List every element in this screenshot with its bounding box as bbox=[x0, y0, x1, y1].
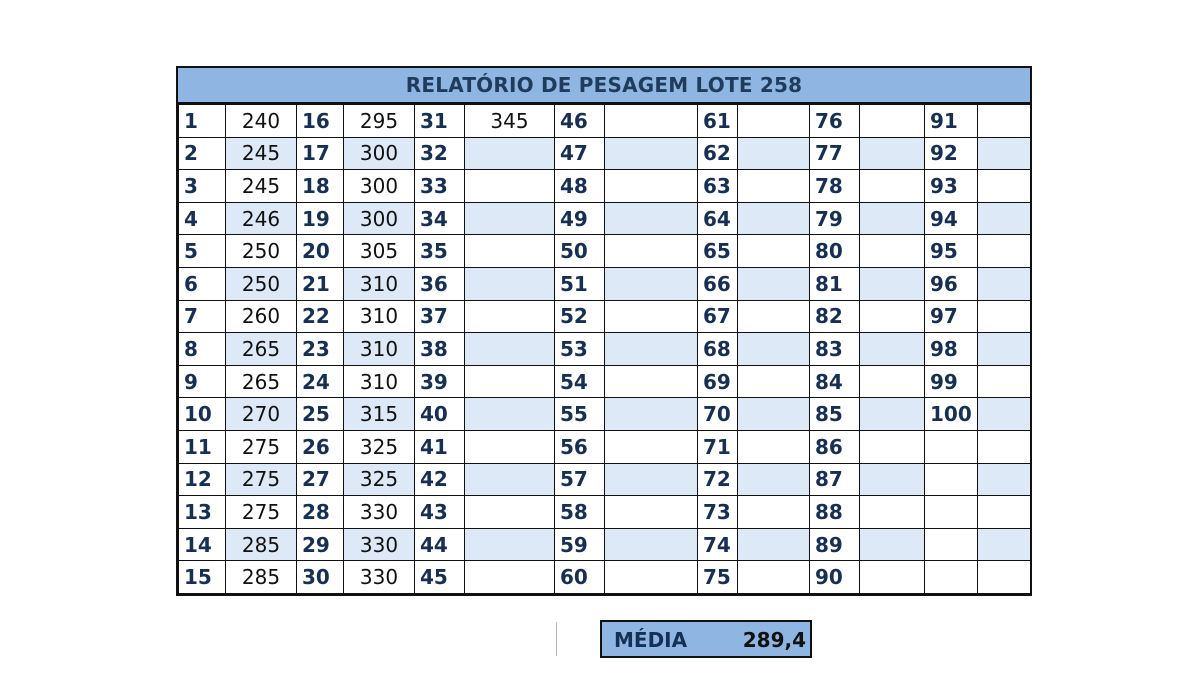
entry-weight bbox=[738, 528, 810, 561]
report-title: RELATÓRIO DE PESAGEM LOTE 258 bbox=[178, 68, 1030, 104]
entry-weight bbox=[465, 430, 555, 463]
entry-number: 44 bbox=[415, 528, 465, 561]
entry-weight bbox=[605, 463, 698, 496]
entry-weight bbox=[605, 170, 698, 203]
entry-weight bbox=[738, 398, 810, 431]
entry-weight bbox=[860, 365, 925, 398]
entry-number: 94 bbox=[925, 202, 978, 235]
table-row bbox=[179, 528, 1031, 561]
weighing-report bbox=[176, 66, 1032, 596]
entry-weight: 305 bbox=[344, 235, 415, 268]
entry-weight: 330 bbox=[344, 496, 415, 529]
entry-number bbox=[925, 496, 978, 529]
entry-number: 29 bbox=[297, 528, 344, 561]
entry-weight bbox=[978, 300, 1031, 333]
entry-number bbox=[925, 463, 978, 496]
entry-number: 4 bbox=[179, 202, 226, 235]
entry-weight bbox=[605, 430, 698, 463]
entry-weight bbox=[465, 300, 555, 333]
entry-weight bbox=[465, 496, 555, 529]
entry-number: 80 bbox=[810, 235, 860, 268]
entry-number: 84 bbox=[810, 365, 860, 398]
average-box bbox=[600, 620, 812, 658]
table-row bbox=[179, 561, 1031, 594]
entry-number: 93 bbox=[925, 170, 978, 203]
entry-number: 52 bbox=[555, 300, 605, 333]
entry-number: 69 bbox=[698, 365, 738, 398]
entry-weight bbox=[465, 528, 555, 561]
entry-weight bbox=[738, 365, 810, 398]
entry-number: 7 bbox=[179, 300, 226, 333]
entry-number: 97 bbox=[925, 300, 978, 333]
entry-weight: 250 bbox=[226, 235, 297, 268]
entry-number: 78 bbox=[810, 170, 860, 203]
table-row bbox=[179, 137, 1031, 170]
entry-weight bbox=[605, 528, 698, 561]
entry-weight bbox=[605, 137, 698, 170]
entry-number: 92 bbox=[925, 137, 978, 170]
entry-number: 38 bbox=[415, 333, 465, 366]
entry-weight bbox=[978, 528, 1031, 561]
entry-number: 72 bbox=[698, 463, 738, 496]
entry-weight bbox=[465, 398, 555, 431]
table-row bbox=[179, 365, 1031, 398]
entry-number: 39 bbox=[415, 365, 465, 398]
entry-weight: 265 bbox=[226, 333, 297, 366]
entry-number: 59 bbox=[555, 528, 605, 561]
entry-weight bbox=[738, 202, 810, 235]
table-row bbox=[179, 463, 1031, 496]
entry-weight: 270 bbox=[226, 398, 297, 431]
entry-weight: 275 bbox=[226, 463, 297, 496]
entry-number: 75 bbox=[698, 561, 738, 594]
entry-weight bbox=[605, 202, 698, 235]
entry-number: 17 bbox=[297, 137, 344, 170]
entry-number: 55 bbox=[555, 398, 605, 431]
entry-number: 86 bbox=[810, 430, 860, 463]
entry-number: 11 bbox=[179, 430, 226, 463]
table-row bbox=[179, 398, 1031, 431]
table-row bbox=[179, 333, 1031, 366]
entry-number: 81 bbox=[810, 267, 860, 300]
entry-number: 20 bbox=[297, 235, 344, 268]
entry-weight: 325 bbox=[344, 463, 415, 496]
entry-weight bbox=[978, 105, 1031, 138]
entry-weight bbox=[978, 398, 1031, 431]
weights-table bbox=[178, 104, 1031, 594]
entry-weight: 330 bbox=[344, 528, 415, 561]
entry-weight bbox=[738, 235, 810, 268]
entry-number: 30 bbox=[297, 561, 344, 594]
entry-weight bbox=[978, 202, 1031, 235]
entry-number: 2 bbox=[179, 137, 226, 170]
entry-weight bbox=[738, 463, 810, 496]
entry-number: 33 bbox=[415, 170, 465, 203]
entry-weight bbox=[465, 463, 555, 496]
entry-weight: 330 bbox=[344, 561, 415, 594]
entry-weight: 300 bbox=[344, 137, 415, 170]
table-row bbox=[179, 202, 1031, 235]
average-label: MÉDIA bbox=[614, 628, 688, 652]
entry-weight: 285 bbox=[226, 561, 297, 594]
entry-weight bbox=[860, 235, 925, 268]
entry-number: 14 bbox=[179, 528, 226, 561]
entry-number: 70 bbox=[698, 398, 738, 431]
entry-number: 65 bbox=[698, 235, 738, 268]
entry-number: 61 bbox=[698, 105, 738, 138]
table-row bbox=[179, 300, 1031, 333]
entry-number: 26 bbox=[297, 430, 344, 463]
entry-number: 71 bbox=[698, 430, 738, 463]
entry-weight bbox=[860, 561, 925, 594]
entry-number: 74 bbox=[698, 528, 738, 561]
entry-weight: 260 bbox=[226, 300, 297, 333]
separator-line bbox=[556, 622, 557, 656]
entry-weight: 245 bbox=[226, 137, 297, 170]
entry-number: 15 bbox=[179, 561, 226, 594]
entry-weight: 310 bbox=[344, 365, 415, 398]
entry-weight: 240 bbox=[226, 105, 297, 138]
entry-weight bbox=[860, 267, 925, 300]
entry-number: 36 bbox=[415, 267, 465, 300]
entry-number: 90 bbox=[810, 561, 860, 594]
entry-number: 37 bbox=[415, 300, 465, 333]
entry-weight bbox=[605, 561, 698, 594]
entry-number: 10 bbox=[179, 398, 226, 431]
entry-weight bbox=[860, 398, 925, 431]
entry-weight bbox=[465, 333, 555, 366]
entry-weight: 285 bbox=[226, 528, 297, 561]
entry-number: 1 bbox=[179, 105, 226, 138]
entry-weight: 325 bbox=[344, 430, 415, 463]
entry-number: 40 bbox=[415, 398, 465, 431]
entry-number: 67 bbox=[698, 300, 738, 333]
entry-number: 31 bbox=[415, 105, 465, 138]
entry-weight bbox=[605, 105, 698, 138]
entry-weight: 250 bbox=[226, 267, 297, 300]
entry-weight bbox=[738, 137, 810, 170]
entry-number: 32 bbox=[415, 137, 465, 170]
entry-weight bbox=[978, 430, 1031, 463]
entry-number: 49 bbox=[555, 202, 605, 235]
entry-number: 48 bbox=[555, 170, 605, 203]
entry-weight bbox=[978, 235, 1031, 268]
entry-number: 56 bbox=[555, 430, 605, 463]
entry-weight bbox=[465, 235, 555, 268]
entry-weight bbox=[605, 398, 698, 431]
entry-number: 66 bbox=[698, 267, 738, 300]
entry-number: 50 bbox=[555, 235, 605, 268]
entry-weight bbox=[860, 300, 925, 333]
entry-weight bbox=[465, 170, 555, 203]
entry-weight bbox=[605, 365, 698, 398]
entry-number: 45 bbox=[415, 561, 465, 594]
entry-weight bbox=[605, 333, 698, 366]
entry-number: 51 bbox=[555, 267, 605, 300]
entry-number: 76 bbox=[810, 105, 860, 138]
entry-weight bbox=[860, 105, 925, 138]
entry-number: 23 bbox=[297, 333, 344, 366]
entry-weight bbox=[738, 561, 810, 594]
entry-weight: 265 bbox=[226, 365, 297, 398]
entry-weight bbox=[738, 496, 810, 529]
entry-weight bbox=[860, 202, 925, 235]
entry-weight bbox=[465, 267, 555, 300]
entry-number bbox=[925, 561, 978, 594]
entry-number: 43 bbox=[415, 496, 465, 529]
entry-weight bbox=[738, 430, 810, 463]
entry-weight bbox=[605, 300, 698, 333]
entry-weight: 315 bbox=[344, 398, 415, 431]
entry-number: 53 bbox=[555, 333, 605, 366]
entry-weight bbox=[978, 137, 1031, 170]
entry-number: 87 bbox=[810, 463, 860, 496]
entry-number: 64 bbox=[698, 202, 738, 235]
entry-number: 34 bbox=[415, 202, 465, 235]
entry-number: 42 bbox=[415, 463, 465, 496]
entry-weight bbox=[978, 561, 1031, 594]
entry-weight bbox=[860, 430, 925, 463]
entry-number: 89 bbox=[810, 528, 860, 561]
entry-number: 24 bbox=[297, 365, 344, 398]
entry-number: 13 bbox=[179, 496, 226, 529]
entry-weight: 246 bbox=[226, 202, 297, 235]
entry-number: 68 bbox=[698, 333, 738, 366]
table-row bbox=[179, 170, 1031, 203]
entry-number: 47 bbox=[555, 137, 605, 170]
entry-weight bbox=[860, 528, 925, 561]
entry-number: 88 bbox=[810, 496, 860, 529]
entry-number: 77 bbox=[810, 137, 860, 170]
entry-number: 62 bbox=[698, 137, 738, 170]
entry-weight bbox=[738, 105, 810, 138]
entry-weight bbox=[465, 202, 555, 235]
entry-weight bbox=[605, 267, 698, 300]
entry-number: 54 bbox=[555, 365, 605, 398]
entry-weight: 275 bbox=[226, 430, 297, 463]
entry-number: 16 bbox=[297, 105, 344, 138]
entry-weight bbox=[738, 300, 810, 333]
entry-number: 79 bbox=[810, 202, 860, 235]
entry-number: 19 bbox=[297, 202, 344, 235]
entry-weight bbox=[978, 496, 1031, 529]
entry-weight bbox=[465, 365, 555, 398]
entry-number: 46 bbox=[555, 105, 605, 138]
weights-table-body bbox=[179, 105, 1031, 594]
entry-weight bbox=[978, 170, 1031, 203]
entry-number: 41 bbox=[415, 430, 465, 463]
entry-weight bbox=[605, 496, 698, 529]
table-row bbox=[179, 496, 1031, 529]
entry-weight bbox=[465, 137, 555, 170]
entry-weight: 300 bbox=[344, 170, 415, 203]
entry-number: 6 bbox=[179, 267, 226, 300]
entry-weight: 300 bbox=[344, 202, 415, 235]
entry-number: 12 bbox=[179, 463, 226, 496]
entry-weight bbox=[465, 561, 555, 594]
entry-number: 91 bbox=[925, 105, 978, 138]
entry-weight: 310 bbox=[344, 267, 415, 300]
entry-weight: 310 bbox=[344, 333, 415, 366]
entry-weight: 245 bbox=[226, 170, 297, 203]
entry-number: 8 bbox=[179, 333, 226, 366]
entry-number: 63 bbox=[698, 170, 738, 203]
entry-weight bbox=[978, 267, 1031, 300]
entry-number: 22 bbox=[297, 300, 344, 333]
entry-number: 5 bbox=[179, 235, 226, 268]
entry-number: 9 bbox=[179, 365, 226, 398]
entry-weight bbox=[978, 463, 1031, 496]
entry-weight bbox=[605, 235, 698, 268]
entry-number: 98 bbox=[925, 333, 978, 366]
entry-number: 85 bbox=[810, 398, 860, 431]
entry-number: 99 bbox=[925, 365, 978, 398]
entry-weight bbox=[860, 333, 925, 366]
table-row bbox=[179, 235, 1031, 268]
entry-weight bbox=[738, 170, 810, 203]
entry-number: 58 bbox=[555, 496, 605, 529]
entry-weight bbox=[860, 496, 925, 529]
entry-number: 57 bbox=[555, 463, 605, 496]
entry-number: 100 bbox=[925, 398, 978, 431]
table-row bbox=[179, 430, 1031, 463]
entry-weight: 295 bbox=[344, 105, 415, 138]
entry-weight bbox=[738, 267, 810, 300]
entry-number: 73 bbox=[698, 496, 738, 529]
entry-weight: 310 bbox=[344, 300, 415, 333]
table-row bbox=[179, 105, 1031, 138]
entry-weight bbox=[978, 365, 1031, 398]
entry-number: 60 bbox=[555, 561, 605, 594]
entry-weight: 345 bbox=[465, 105, 555, 138]
entry-number: 27 bbox=[297, 463, 344, 496]
entry-weight bbox=[860, 463, 925, 496]
entry-weight bbox=[738, 333, 810, 366]
table-row bbox=[179, 267, 1031, 300]
entry-number: 83 bbox=[810, 333, 860, 366]
entry-weight bbox=[860, 170, 925, 203]
entry-number: 28 bbox=[297, 496, 344, 529]
entry-number: 82 bbox=[810, 300, 860, 333]
entry-number: 96 bbox=[925, 267, 978, 300]
entry-number: 21 bbox=[297, 267, 344, 300]
entry-number: 18 bbox=[297, 170, 344, 203]
entry-weight bbox=[978, 333, 1031, 366]
entry-number bbox=[925, 430, 978, 463]
entry-weight bbox=[860, 137, 925, 170]
entry-number bbox=[925, 528, 978, 561]
entry-number: 3 bbox=[179, 170, 226, 203]
average-value: 289,4 bbox=[742, 628, 806, 652]
entry-number: 35 bbox=[415, 235, 465, 268]
entry-number: 25 bbox=[297, 398, 344, 431]
entry-weight: 275 bbox=[226, 496, 297, 529]
entry-number: 95 bbox=[925, 235, 978, 268]
